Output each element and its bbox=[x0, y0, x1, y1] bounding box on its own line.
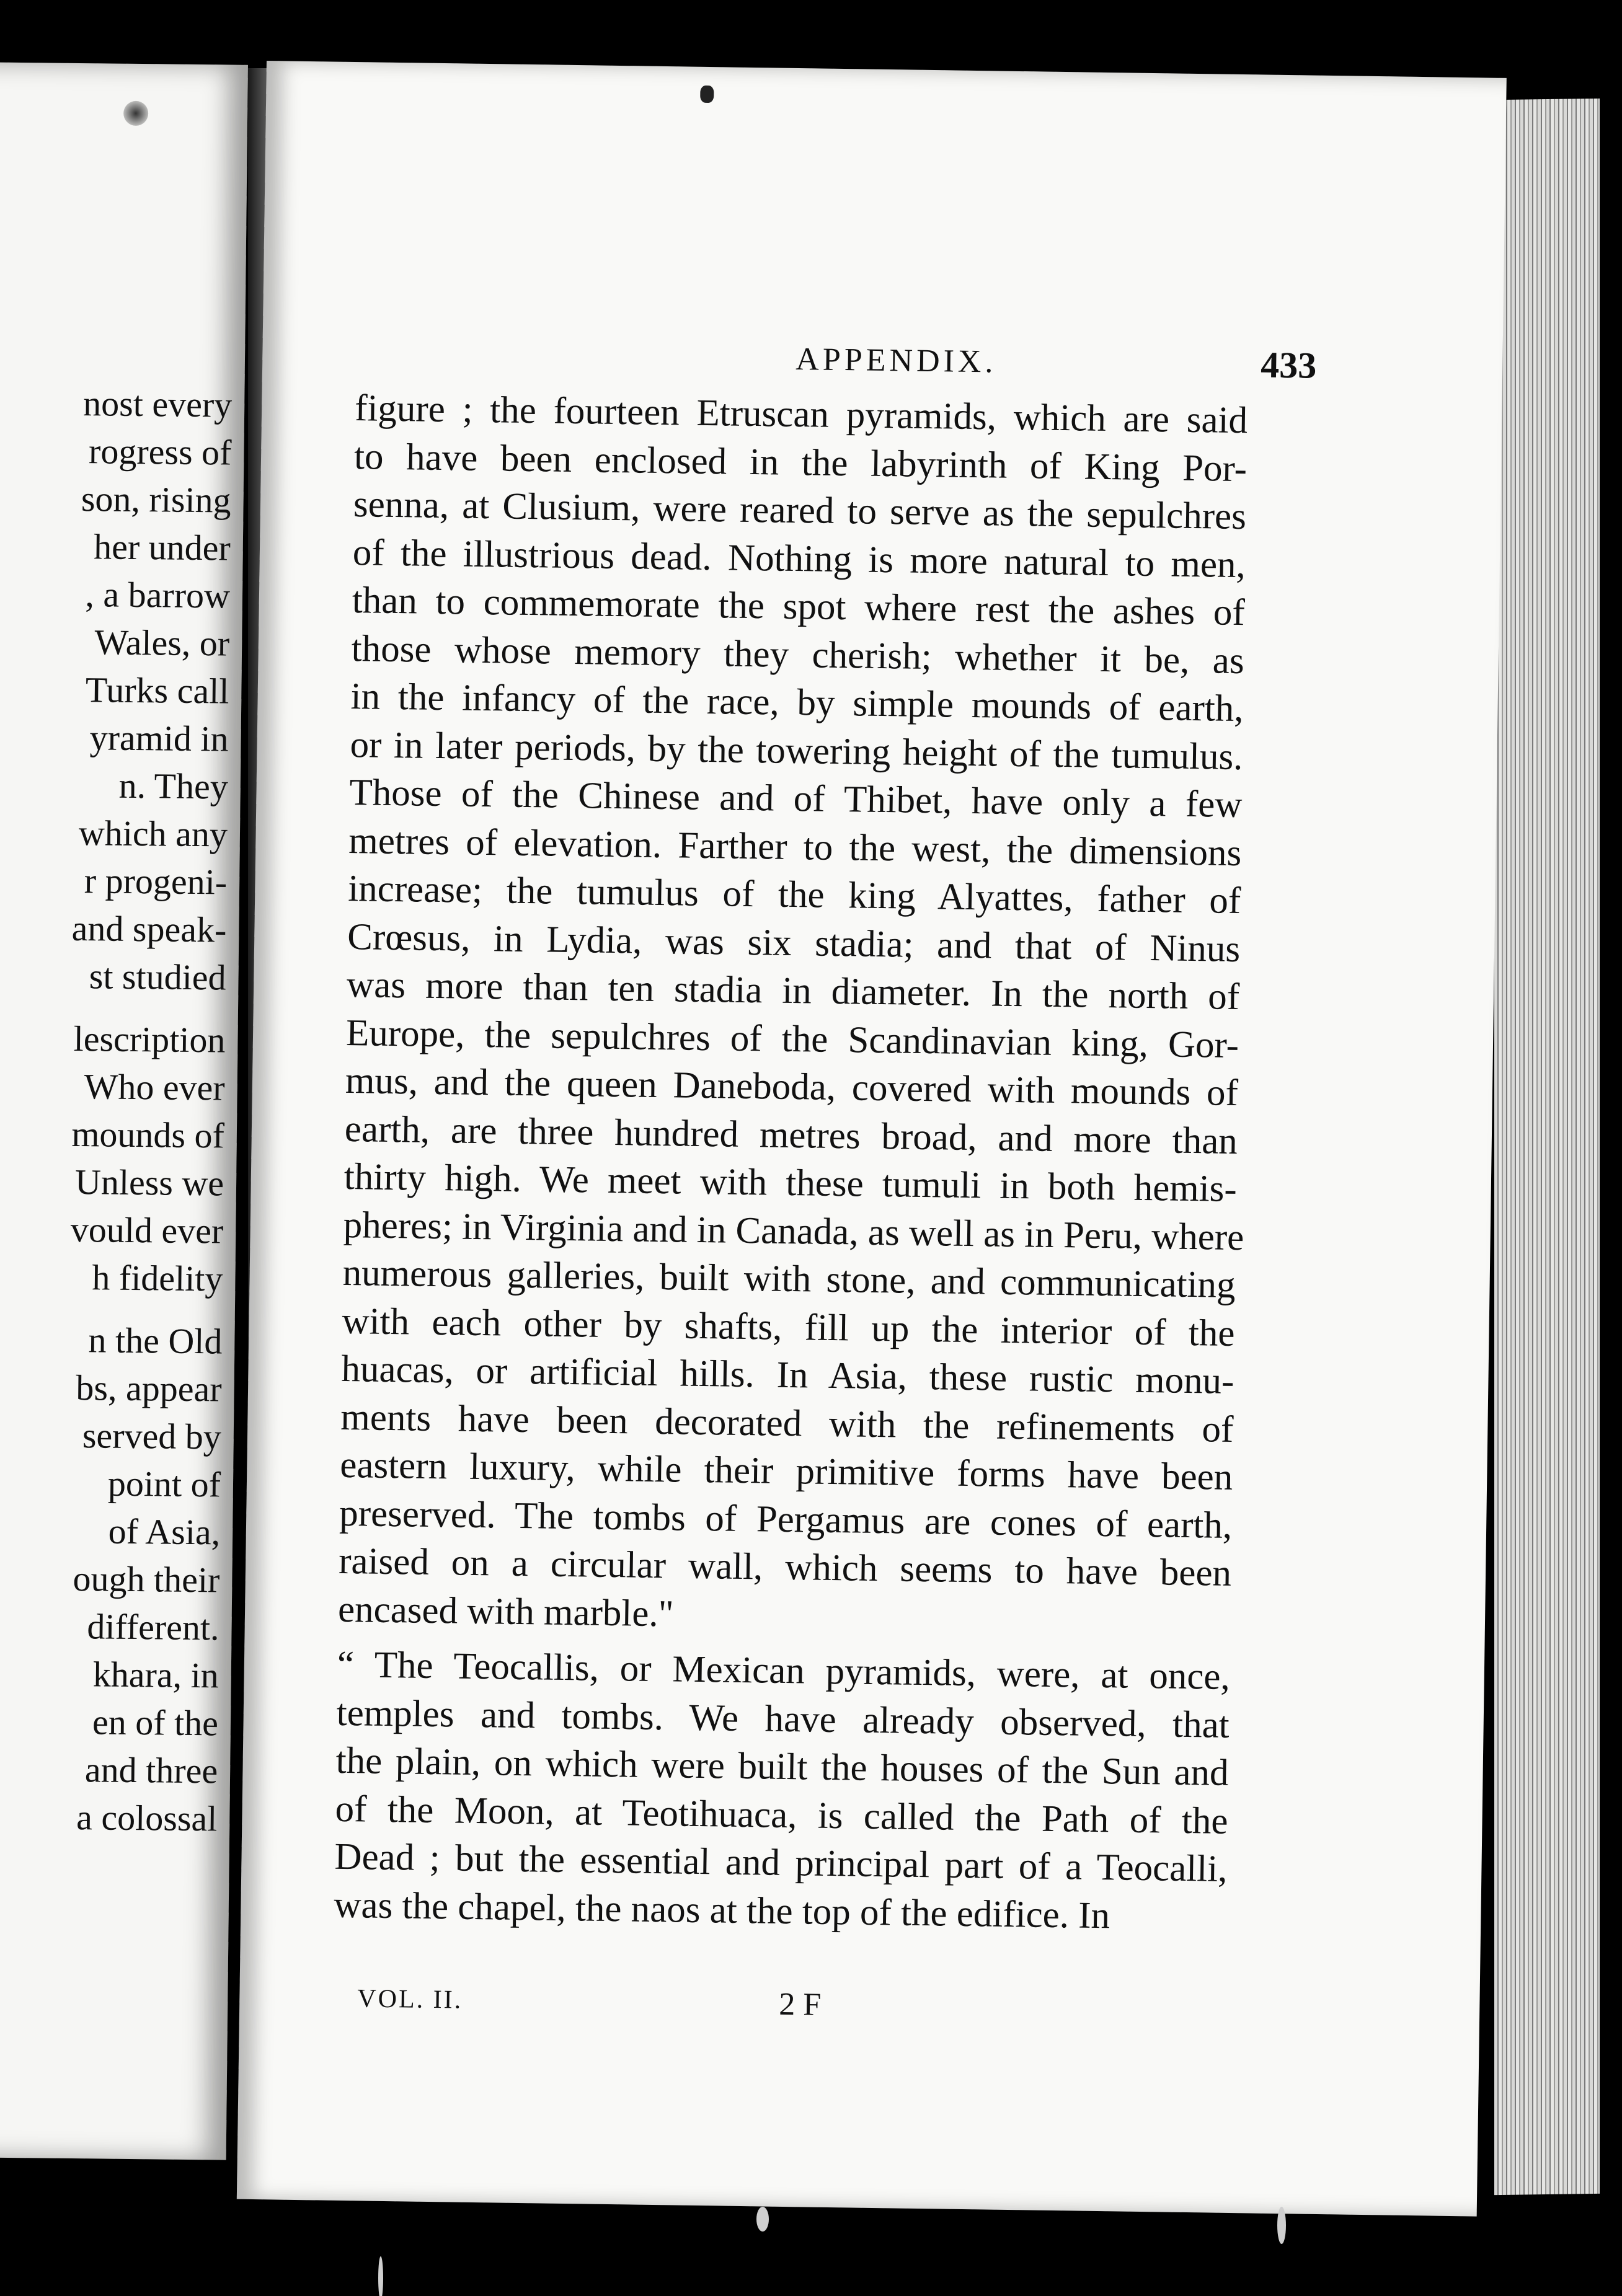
left-page-line: yramid in bbox=[89, 717, 229, 759]
left-page-line: Who ever bbox=[84, 1066, 226, 1108]
text-line: with each other by shafts, fill up the interior of the bbox=[342, 1300, 1235, 1354]
running-head: APPENDIX. bbox=[795, 341, 997, 380]
text-line: senna, at Clusium, were reared to serve as the sepulchres bbox=[353, 483, 1247, 538]
volume-label: VOL. II. bbox=[357, 1984, 463, 2015]
text-line: preserved. The tombs of Pergamus are cones of earth, bbox=[339, 1492, 1233, 1547]
left-page-line: and three bbox=[84, 1749, 218, 1791]
left-page-line: nost every bbox=[82, 383, 233, 425]
left-page-line: n the Old bbox=[88, 1320, 223, 1362]
page-number: 433 bbox=[1260, 344, 1317, 386]
left-page-line: son, rising bbox=[81, 479, 231, 521]
left-page-line: en of the bbox=[92, 1702, 219, 1744]
left-page-line: different. bbox=[87, 1606, 219, 1648]
text-line: than to commemorate the spot where rest the ashes of bbox=[352, 580, 1246, 634]
text-line: huacas, or artificial hills. In Asia, these rustic monu- bbox=[341, 1348, 1234, 1402]
text-line: was more than ten stadia in diameter. In the north of bbox=[346, 963, 1240, 1018]
text-line: raised on a circular wall, which seems to have been bbox=[338, 1540, 1232, 1594]
left-page-line: Wales, or bbox=[94, 622, 230, 664]
text-line: those whose memory they cherish; whether it be, as bbox=[351, 627, 1245, 682]
left-page-line: rogress of bbox=[88, 431, 232, 473]
left-page-line: and speak- bbox=[71, 907, 227, 950]
right-page bbox=[237, 61, 1507, 2217]
page-footer bbox=[332, 1984, 1226, 2033]
text-line: figure ; the fourteen Etruscan pyramids, which are said bbox=[354, 387, 1248, 442]
text-line: Dead ; but the essential and principal part of a Teocalli, bbox=[334, 1835, 1228, 1890]
left-page-line: her under bbox=[93, 526, 231, 568]
left-facing-page bbox=[0, 62, 248, 2160]
left-page-line: point of bbox=[107, 1463, 221, 1505]
left-page-line: r progeni- bbox=[84, 860, 228, 903]
text-line: pheres; in Virginia and in Canada, as well as in Peru, where bbox=[343, 1204, 1244, 1258]
left-page-line: which any bbox=[78, 813, 228, 855]
page-edges bbox=[1494, 99, 1600, 2195]
left-page-line: st studied bbox=[89, 956, 226, 998]
text-line: metres of elevation. Farther to the west, the dimensions bbox=[348, 819, 1242, 874]
text-line: of the illustrious dead. Nothing is more natural to men, bbox=[352, 531, 1246, 586]
left-page-line: n. They bbox=[118, 765, 229, 807]
scan-artifact bbox=[756, 2207, 769, 2232]
text-line: mus, and the queen Daneboda, covered with mounds of bbox=[345, 1059, 1239, 1115]
text-line: the plain, on which were built the houses of the Sun and bbox=[335, 1739, 1230, 1794]
text-line: Europe, the sepulchres of the Scandinavian king, Gor- bbox=[345, 1012, 1239, 1066]
text-line: was the chapel, the naos at the top of the edifice. In bbox=[334, 1884, 1110, 1936]
text-line: numerous galleries, built with stone, and communicating bbox=[342, 1252, 1236, 1307]
text-line: increase; the tumulus of the king Alyattes, father of bbox=[347, 867, 1241, 922]
text-line: “ The Teocallis, or Mexican pyramids, were, at once, bbox=[337, 1643, 1231, 1698]
text-line: eastern luxury, while their primitive forms have been bbox=[339, 1444, 1233, 1498]
left-page-text bbox=[0, 378, 233, 1842]
text-line: Those of the Chinese and of Thibet, have only a few bbox=[349, 771, 1243, 826]
ink-mark bbox=[700, 86, 714, 103]
text-line: Crœsus, in Lydia, was six stadia; and that of Ninus bbox=[347, 916, 1241, 970]
left-page-line: a colossal bbox=[76, 1797, 218, 1839]
text-line: thirty high. We meet with these tumuli in both hemis- bbox=[343, 1155, 1238, 1211]
left-page-line: ough their bbox=[73, 1558, 220, 1601]
scan-artifact bbox=[378, 2256, 383, 2296]
text-line: of the Moon, at Teotihuaca, is called the Path of the bbox=[335, 1788, 1228, 1842]
left-page-line: of Asia, bbox=[108, 1511, 221, 1553]
left-page-line: h fidelity bbox=[92, 1257, 223, 1299]
paragraph-2 bbox=[334, 1641, 1230, 1941]
left-page-line: , a barrow bbox=[85, 574, 231, 616]
text-line: or in later periods, by the towering height of the tumulus. bbox=[350, 723, 1243, 778]
left-page-line: khara, in bbox=[92, 1654, 219, 1696]
text-line: temples and tombs. We have already observed, that bbox=[336, 1692, 1230, 1746]
ink-blot bbox=[123, 101, 148, 126]
left-page-line: served by bbox=[82, 1415, 222, 1457]
left-page-line: Unless we bbox=[74, 1161, 224, 1204]
text-line: ments have been decorated with the refinements of bbox=[340, 1396, 1234, 1450]
left-page-line: bs, appear bbox=[76, 1367, 222, 1410]
text-line: earth, are three hundred metres broad, and more than bbox=[344, 1108, 1238, 1162]
scan-artifact bbox=[1277, 2207, 1286, 2244]
left-page-line: lescription bbox=[73, 1018, 226, 1061]
left-page-line: mounds of bbox=[71, 1113, 225, 1156]
paragraph-1 bbox=[338, 384, 1248, 1646]
signature-mark: 2 F bbox=[778, 1986, 822, 2023]
text-line: in the infancy of the race, by simple mounds of earth, bbox=[350, 675, 1244, 730]
left-page-line: vould ever bbox=[70, 1209, 224, 1252]
left-page-line: Turks call bbox=[85, 669, 229, 712]
text-line: to have been enclosed in the labyrinth of King Por- bbox=[353, 435, 1248, 490]
body-text bbox=[334, 384, 1248, 1941]
text-line: encased with marble." bbox=[337, 1588, 675, 1635]
